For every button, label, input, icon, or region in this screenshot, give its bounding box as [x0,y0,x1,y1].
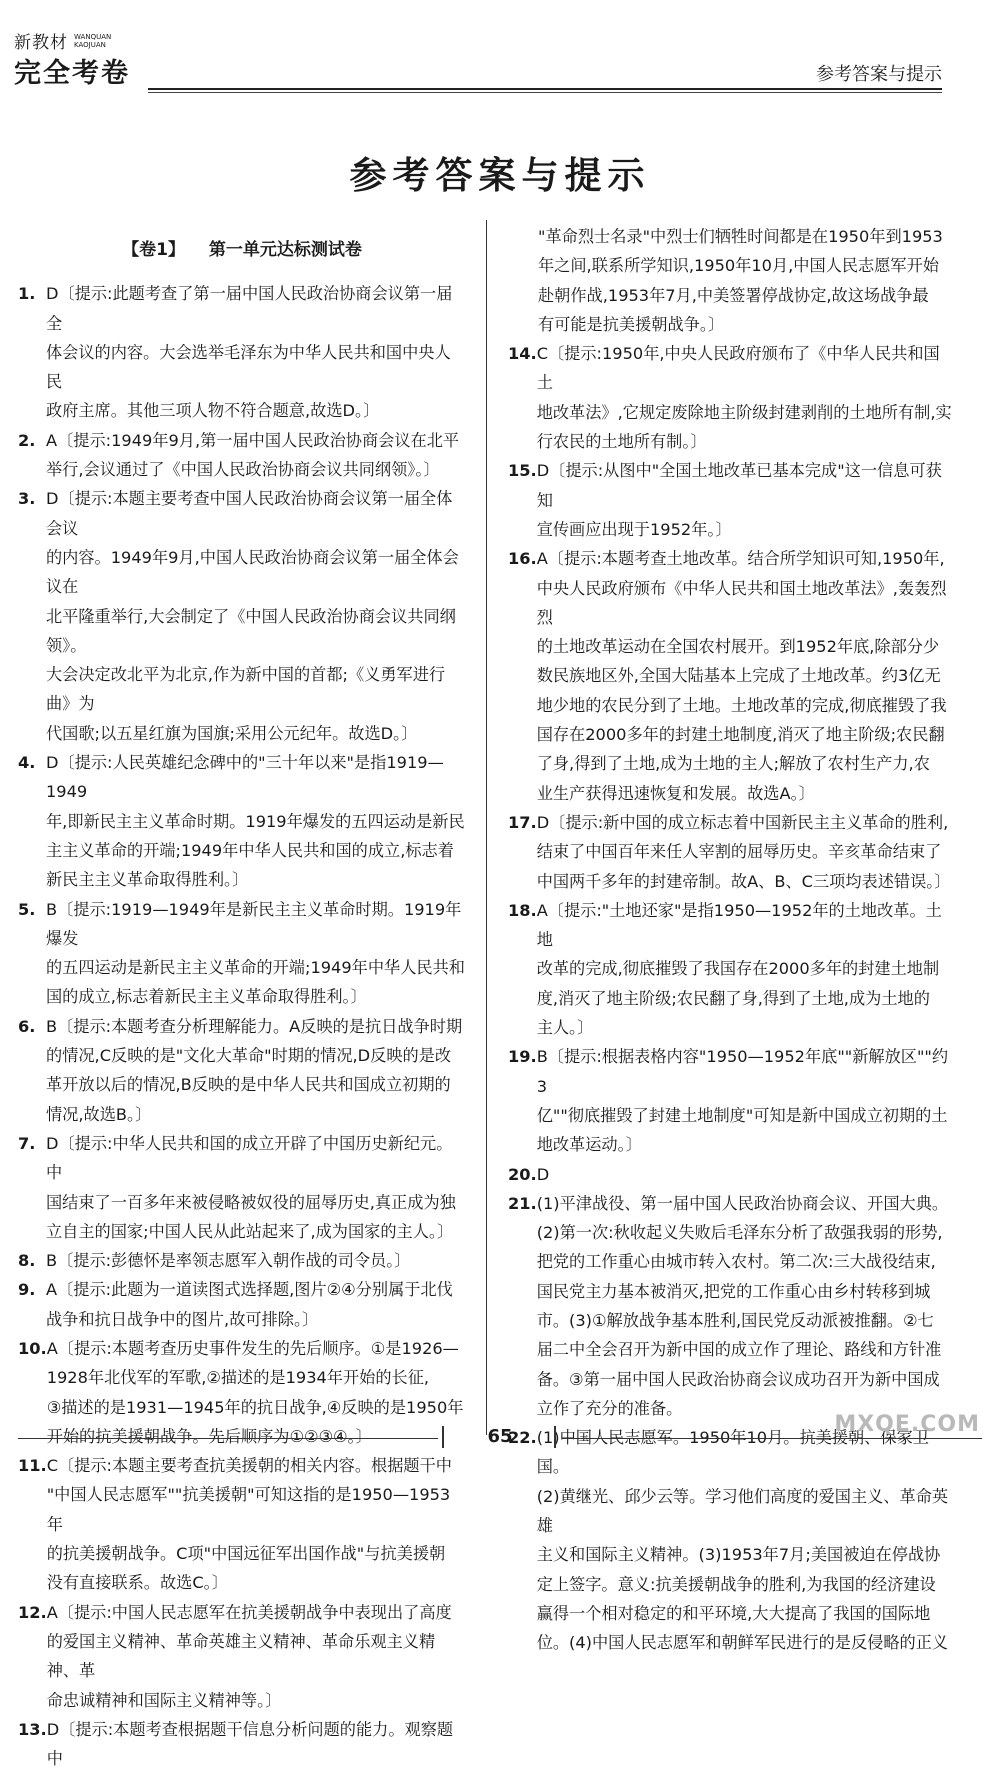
answer-text [537,456,954,544]
answer-item [508,1189,954,1423]
answer-number: 14. [508,344,537,364]
answer-line: 把党的工作重心由城市转入农村。第二次:三大战役结束, [536,1252,936,1272]
answer-line: D [536,1164,550,1184]
answer-line: 主人。〕 [536,1018,594,1038]
answer-text [46,426,466,485]
answer-number: 4. [18,753,36,773]
section-tag: 【卷1】 [122,240,185,260]
answer-item [508,456,954,544]
answer-list-left [18,279,466,1773]
answer-item [18,1012,466,1129]
answer-line: A〔提示:"土地还家"是指1950—1952年的土地改革。土地 [536,900,942,950]
answer-line: D〔提示:本题考查根据题干信息分析问题的能力。观察题中 [46,1719,454,1769]
answer-line: 的内容。1949年9月,中国人民政治协商会议第一届全体会议在 [46,547,459,597]
answer-item [18,1598,466,1715]
answer-line: "革命烈士名录"中烈士们牺牲时间都是在1950年到1953 [538,227,943,246]
answer-line: 革开放以后的情况,B反映的是中华人民共和国成立初期的 [46,1075,451,1095]
answer-number: 22. [508,1428,537,1448]
answer-text [46,1275,466,1334]
answer-text [537,1042,954,1159]
answer-line: 举行,会议通过了《中国人民政治协商会议共同纲领》。〕 [46,460,440,480]
answer-line: 市。(3)①解放战争基本胜利,国民党反动派被推翻。②七 [536,1310,934,1330]
footer-rule-right [562,1438,982,1439]
page-title: 参考答案与提示 [349,154,651,197]
answer-line: 中国两千多年的封建帝制。故A、B、C三项均表述错误。〕 [536,871,951,891]
answer-item [18,1451,466,1597]
answer-line: (2)第一次:秋收起义失败后毛泽东分析了敌强我弱的形势, [536,1223,943,1243]
answer-line: 地少地的农民分到了土地。土地改革的完成,彻底摧毁了我 [536,695,947,715]
section-title: 第一单元达标测试卷 [208,240,362,260]
answer-item [18,484,466,748]
answer-line: 数民族地区外,全国大陆基本上完成了土地改革。约3亿无 [536,666,941,686]
answer-line: 业生产获得迅速恢复和发展。故选A。〕 [536,783,815,803]
answer-line: C〔提示:本题主要考查抗美援朝的相关内容。根据题干中 [46,1456,452,1476]
answer-line: 的抗美援朝战争。C项"中国远征军出国作战"与抗美援朝 [46,1544,446,1564]
answer-text [47,1715,466,1773]
watermark: MXQE.COM [834,1412,980,1437]
answer-item [18,279,466,425]
footer-bar-right [554,1426,556,1448]
answer-line: A〔提示:本题考查土地改革。结合所学知识可知,1950年, [536,549,945,569]
answer-line: 国的成立,标志着新民主主义革命取得胜利。〕 [46,987,367,1007]
answer-line: 战争和抗日战争中的图片,故可排除。〕 [46,1309,319,1329]
answer-line: A〔提示:本题考查历史事件发生的先后顺序。①是1926— [46,1338,459,1358]
answer-item [508,896,954,1042]
answer-line: 情况,故选B。〕 [46,1104,152,1124]
answer-line: 有可能是抗美援朝战争。〕 [538,314,725,334]
answer-line: 行农民的土地所有制。〕 [536,432,707,452]
answer-text [46,895,466,1012]
answer-line: 改革的完成,彻底摧毁了我国存在2000多年的封建土地制 [536,959,940,979]
answer-line: 届二中全会召开为新中国的成立作了理论、路线和方针准 [536,1340,942,1360]
answer-text [537,808,954,896]
answer-line: B〔提示:彭德怀是率领志愿军入朝作战的司令员。〕 [46,1251,411,1271]
brand-pinyin [74,33,111,49]
answer-line: 的五四运动是新民主主义革命的开端;1949年中华人民共和 [46,958,465,978]
answer-number: 11. [18,1456,47,1476]
answer-item [508,1160,954,1189]
answer-number: 13. [18,1719,47,1739]
answer-number: 1. [18,284,36,304]
answer-number: 3. [18,489,36,509]
answer-line: A〔提示:此题为一道读图式选择题,图片②④分别属于北伐 [46,1280,453,1300]
answer-line: D〔提示:人民英雄纪念碑中的"三十年以来"是指1919—1949 [46,753,444,802]
answer-line: 宣传画应出现于1952年。〕 [536,519,732,539]
answer-item [508,1042,954,1159]
answer-line: D〔提示:从图中"全国土地改革已基本完成"这一信息可获知 [536,461,942,510]
answer-text [46,1129,466,1246]
answer-line: (2)黄继光、邱少云等。学习他们高度的爱国主义、革命英雄 [536,1486,949,1536]
answer-line: 的情况,C反映的是"文化大革命"时期的情况,D反映的是改 [46,1046,452,1066]
answer-number: 17. [508,812,537,832]
answer-line: ③描述的是1931—1945年的抗日战争,④反映的是1950年 [46,1397,464,1417]
answer-item [18,1275,466,1334]
answer-text [537,544,954,808]
answer-text [46,484,466,748]
answer-line: 年,即新民主主义革命时期。1919年爆发的五四运动是新民 [46,811,465,831]
answer-line: B〔提示:1919—1949年是新民主主义革命时期。1919年爆发 [46,899,462,948]
answer-item [18,426,466,485]
brand-big-text: 完全考卷 [14,58,130,89]
answer-number: 16. [508,549,537,569]
answer-13-continuation [508,222,954,339]
answer-text [46,748,466,894]
answer-line: 的土地改革运动在全国农村展开。到1952年底,除部分少 [536,637,940,657]
answer-line: D〔提示:此题考查了第一届中国人民政治协商会议第一届全 [46,284,453,333]
answer-text [46,1012,466,1129]
answer-line: C〔提示:1950年,中央人民政府颁布了《中华人民共和国土 [536,344,940,393]
answer-line: 位。(4)中国人民志愿军和朝鲜军民进行的是反侵略的正义 [536,1633,949,1653]
answer-line: 定上签字。意义:抗美援朝战争的胜利,为我国的经济建设 [536,1574,936,1594]
answer-number: 6. [18,1016,36,1036]
column-divider [486,220,487,1435]
answer-line: 赴朝作战,1953年7月,中美签署停战协定,故这场战争最 [538,285,929,305]
answer-line: D〔提示:新中国的成立标志着中国新民主主义革命的胜利, [536,812,949,832]
answer-line: "中国人民志愿军""抗美援朝"可知这指的是1950—1953年 [46,1485,451,1534]
answer-number: 15. [508,461,537,481]
answer-line: 地改革法》,它规定废除地主阶级封建剥削的土地所有制,实 [536,402,952,422]
answer-line: 的爱国主义精神、革命英雄主义精神、革命乐观主义精神、革 [46,1631,436,1681]
answer-number: 8. [18,1251,36,1271]
answer-line: (1)中国人民志愿军。1950年10月。抗美援朝、保家卫国。 [536,1428,929,1477]
answer-line: B〔提示:根据表格内容"1950—1952年底""新解放区""约3 [536,1047,949,1096]
answer-item [18,748,466,894]
answer-line: 北平隆重举行,大会制定了《中国人民政治协商会议共同纲领》。 [46,606,456,655]
brand-small-text: 新教材 [14,33,68,53]
answer-line: 命忠诚精神和国际主义精神等。〕 [46,1690,282,1710]
header-divider [148,88,942,90]
answer-item [508,1423,954,1657]
answer-line: 体会议的内容。大会选举毛泽东为中华人民共和国中央人民 [46,342,451,392]
answer-number: 5. [18,899,36,919]
answer-line: 年之间,联系所学知识,1950年10月,中国人民志愿军开始 [538,256,939,276]
answer-item [18,1129,466,1246]
answer-text [537,896,954,1042]
answer-line: 备。③第一届中国人民政治协商会议成功召开为新中国成 [536,1369,940,1389]
answer-number: 9. [18,1280,36,1300]
answer-list-right [508,339,954,1657]
answer-number: 18. [508,900,537,920]
page-number: 65 [487,1426,513,1447]
answer-line: 亿""彻底摧毁了封建土地制度"可知是新中国成立初期的土 [536,1105,948,1125]
answer-item [18,1246,466,1275]
answer-item [18,895,466,1012]
answer-number: 20. [508,1164,537,1184]
answer-item [18,1715,466,1773]
answer-line: D〔提示:本题主要考查中国人民政治协商会议第一届全体会议 [46,489,453,538]
answer-line: 新民主主义革命取得胜利。〕 [46,870,249,890]
answer-line: 地改革运动。〕 [536,1135,642,1155]
header-title: 参考答案与提示 [816,64,942,85]
answer-text [537,1189,954,1423]
answer-line: 国民党主力基本被消灭,把党的工作重心由乡村转移到城 [536,1281,931,1301]
answer-text [47,1451,466,1597]
answer-line: 立作了充分的准备。 [536,1398,683,1418]
answer-item [508,808,954,896]
answer-line: 开始的抗美援朝战争。先后顺序为①②③④。〕 [46,1426,372,1446]
answer-text [537,1160,954,1189]
answer-text [537,339,954,456]
answer-line: D〔提示:中华人民共和国的成立开辟了中国历史新纪元。中 [46,1133,453,1183]
answer-text [46,279,466,425]
header-divider-thin [148,92,942,93]
answer-line: 度,消灭了地主阶级;农民翻了身,得到了土地,成为土地的 [536,988,930,1008]
answer-line: 没有直接联系。故选C。〕 [46,1573,228,1593]
answer-line: 主义和国际主义精神。(3)1953年7月;美国被迫在停战协 [536,1545,941,1565]
answer-line: A〔提示:1949年9月,第一届中国人民政治协商会议在北平 [46,430,460,450]
answer-number: 7. [18,1133,36,1153]
answer-text [46,1246,466,1275]
answer-number: 12. [18,1602,47,1622]
answer-line: A〔提示:中国人民志愿军在抗美援朝战争中表现出了高度 [46,1602,452,1622]
answer-text [537,1423,954,1657]
section-heading [18,236,466,265]
answer-line: 了身,得到了土地,成为土地的主人;解放了农村生产力,农 [536,754,930,774]
answer-line: 主主义革命的开端;1949年中华人民共和国的成立,标志着 [46,840,454,860]
answer-line: 结束了中国百年来任人宰割的屈辱历史。辛亥革命结束了 [536,842,942,862]
brand-logo [14,28,154,90]
left-column [18,222,466,1773]
answer-line: 中央人民政府颁布《中华人民共和国土地改革法》,轰轰烈烈 [536,578,947,627]
answer-item [508,544,954,808]
answer-number: 19. [508,1047,537,1067]
answer-number: 21. [508,1193,537,1213]
answer-item [508,339,954,456]
answer-line: 大会决定改北平为北京,作为新中国的首都;《义勇军进行曲》为 [46,665,446,714]
brand-pinyin-line-2: KAOJUAN [74,40,106,49]
brand-pinyin-line-1: WANQUAN [74,32,112,41]
answer-text [47,1598,466,1715]
answer-line: 政府主席。其他三项人物不符合题意,故选D。〕 [46,401,380,421]
answer-line: 立自主的国家;中国人民从此站起来了,成为国家的主人。〕 [46,1221,454,1241]
answer-line: 国存在2000多年的封建土地制度,消灭了地主阶级;农民翻 [536,725,945,745]
answer-number: 10. [18,1338,47,1358]
answer-line: 代国歌;以五星红旗为国旗;采用公元纪年。故选D。〕 [46,723,418,743]
answer-line: B〔提示:本题考查分析理解能力。A反映的是抗日战争时期 [46,1016,463,1036]
answer-line: 赢得一个相对稳定的和平环境,大大提高了我国的国际地 [536,1603,931,1623]
answer-line: 1928年北伐军的军歌,②描述的是1934年开始的长征, [46,1368,430,1388]
answer-number: 2. [18,430,36,450]
answer-line: 国结束了一百多年来被侵略被奴役的屈辱历史,真正成为独 [46,1192,456,1212]
answer-line: (1)平津战役、第一届中国人民政治协商会议、开国大典。 [536,1193,949,1213]
